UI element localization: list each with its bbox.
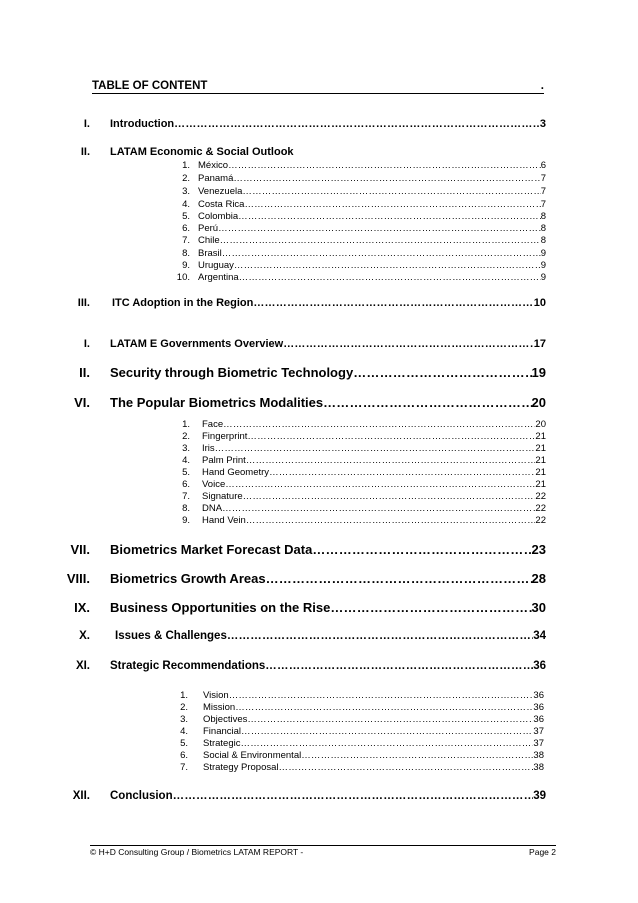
toc-subentry-page: 36	[533, 702, 544, 713]
toc-subentry-page: 8	[540, 235, 546, 246]
toc-subentry[interactable]	[175, 160, 546, 171]
toc-subentry-number: 2.	[182, 431, 190, 442]
toc-subentry-page: 21	[535, 431, 546, 442]
toc-subentry-number: 1.	[182, 419, 190, 430]
toc-entry-label: Biometrics Growth Areas	[110, 571, 266, 586]
toc-entry[interactable]	[110, 118, 546, 130]
toc-subentry-label: Strategic	[203, 738, 241, 749]
footer-page-number: Page 2	[529, 847, 556, 857]
toc-entry[interactable]	[110, 542, 546, 557]
toc-subentry-page: 38	[533, 762, 544, 773]
toc-leader-dots	[241, 726, 533, 737]
toc-entry-label: Introduction	[110, 118, 175, 130]
toc-title	[92, 80, 544, 94]
toc-section-number: VI.	[74, 395, 90, 410]
toc-entry-label: The Popular Biometrics Modalities	[110, 395, 324, 410]
toc-leader-dots	[238, 211, 541, 222]
toc-subentry-label: DNA	[202, 503, 223, 514]
toc-subentry-label: Hand Vein	[202, 515, 246, 526]
toc-subentry-label: Costa Rica	[198, 199, 245, 210]
toc-subentry[interactable]	[176, 762, 544, 773]
toc-subentry-label: Vision	[203, 690, 229, 701]
toc-subentry-page: 8	[540, 223, 546, 234]
toc-subentry-page: 8	[540, 211, 546, 222]
toc-subentry-label: Iris	[202, 443, 215, 454]
footer-copyright: © H+D Consulting Group / Biometrics LATAM REPORT -	[90, 847, 304, 857]
toc-entry-page: 19	[531, 365, 546, 380]
toc-leader-dots	[279, 762, 534, 773]
toc-leader-dots	[173, 790, 534, 802]
toc-leader-dots	[215, 443, 536, 454]
toc-subentry-page: 22	[535, 503, 546, 514]
toc-leader-dots	[283, 338, 534, 350]
toc-subentry-label: Colombia	[198, 211, 239, 222]
toc-leader-dots	[247, 714, 533, 725]
toc-leader-dots	[301, 750, 533, 761]
toc-leader-dots	[353, 365, 531, 380]
toc-entry-page: 34	[533, 630, 546, 642]
toc-section-number: I.	[83, 118, 90, 130]
toc-subentry-page: 6	[540, 160, 546, 171]
toc-leader-dots	[222, 248, 541, 259]
toc-section-number: VIII.	[66, 571, 90, 586]
toc-subentry[interactable]	[175, 248, 546, 259]
toc-subentry-label: Uruguay	[198, 260, 234, 271]
toc-section-number: XI.	[75, 660, 90, 672]
toc-leader-dots	[227, 630, 533, 642]
toc-subentry-number: 7.	[182, 235, 190, 246]
toc-leader-dots	[265, 660, 533, 672]
toc-subentry-page: 9	[540, 248, 546, 259]
toc-leader-dots	[253, 297, 533, 309]
toc-subentry-page: 36	[533, 690, 544, 701]
toc-subentry-page: 22	[535, 515, 546, 526]
toc-leader-dots	[218, 223, 541, 234]
toc-leader-dots	[243, 491, 536, 502]
toc-title-text: TABLE OF CONTENT	[92, 80, 208, 92]
page-footer	[90, 845, 556, 857]
toc-subentry-number: 2.	[180, 702, 188, 713]
toc-entry-page: 28	[531, 571, 546, 586]
toc-subentry-number: 4.	[182, 199, 190, 210]
toc-subentry[interactable]	[178, 515, 546, 526]
toc-leader-dots	[235, 702, 533, 713]
toc-leader-dots	[244, 199, 540, 210]
toc-subentry-number: 3.	[182, 443, 190, 454]
toc-entry-label: Conclusion	[110, 790, 173, 802]
toc-subentry-label: Strategy Proposal	[203, 762, 279, 773]
toc-subentry-number: 5.	[180, 738, 188, 749]
toc-subentry-label: Venezuela	[198, 186, 243, 197]
toc-subentry-page: 36	[533, 714, 544, 725]
toc-subentry-number: 7.	[182, 491, 190, 502]
toc-entry-page: 10	[533, 297, 546, 309]
toc-entry[interactable]	[115, 630, 546, 642]
toc-subentry-page: 21	[535, 479, 546, 490]
toc-entry[interactable]	[110, 146, 294, 158]
toc-leader-dots	[330, 600, 531, 615]
toc-subentry-page: 9	[540, 260, 546, 271]
toc-section-number: II.	[80, 146, 90, 158]
toc-leader-dots	[247, 431, 535, 442]
toc-subentry-page: 37	[533, 726, 544, 737]
toc-section-number: IX.	[74, 600, 90, 615]
toc-leader-dots	[234, 260, 541, 271]
toc-title-end: .	[540, 80, 544, 92]
toc-subentry[interactable]	[178, 503, 546, 514]
toc-subentry-number: 8.	[182, 503, 190, 514]
toc-subentry-number: 5.	[182, 211, 190, 222]
toc-section-number: I.	[83, 338, 90, 350]
toc-entry-label: Strategic Recommendations	[110, 660, 266, 672]
toc-leader-dots	[246, 455, 536, 466]
toc-entry[interactable]	[110, 660, 546, 672]
toc-subentry-label: Chile	[198, 235, 220, 246]
toc-entry-label: Biometrics Market Forecast Data	[110, 542, 313, 557]
toc-subentry[interactable]	[175, 272, 546, 283]
toc-subentry-label: Financial	[203, 726, 242, 737]
toc-subentry-page: 7	[540, 186, 546, 197]
toc-section-number: X.	[79, 630, 90, 642]
toc-subentry[interactable]	[178, 419, 546, 430]
toc-subentry-label: Argentina	[198, 272, 239, 283]
toc-subentry-label: Signature	[202, 491, 243, 502]
toc-subentry-number: 10.	[176, 272, 190, 283]
toc-subentry-number: 2.	[182, 173, 190, 184]
toc-subentry-label: Mission	[203, 702, 236, 713]
toc-subentry[interactable]	[176, 714, 544, 725]
toc-entry-label: LATAM Economic & Social Outlook	[110, 146, 294, 158]
toc-entry-label: Business Opportunities on the Rise	[110, 600, 331, 615]
toc-leader-dots	[242, 186, 540, 197]
toc-section-number: XII.	[72, 790, 90, 802]
toc-subentry-number: 7.	[180, 762, 188, 773]
toc-entry-page: 17	[533, 338, 546, 350]
toc-subentry[interactable]	[176, 690, 544, 701]
toc-subentry-page: 9	[540, 272, 546, 283]
toc-subentry-number: 3.	[180, 714, 188, 725]
toc-subentry[interactable]	[175, 173, 546, 184]
toc-subentry[interactable]	[175, 186, 546, 197]
toc-leader-dots	[220, 235, 541, 246]
toc-section-number: III.	[77, 297, 90, 309]
toc-entry-page: 30	[531, 600, 546, 615]
toc-subentry[interactable]	[175, 223, 546, 234]
toc-subentry[interactable]	[175, 235, 546, 246]
toc-subentry-label: Voice	[202, 479, 226, 490]
toc-subentry-label: Palm Print	[202, 455, 246, 466]
toc-subentry-page: 20	[535, 419, 546, 430]
toc-leader-dots	[223, 419, 535, 430]
toc-subentry-number: 8.	[182, 248, 190, 259]
toc-subentry-number: 6.	[182, 479, 190, 490]
toc-subentry-page: 22	[535, 491, 546, 502]
toc-subentry-page: 21	[535, 443, 546, 454]
toc-subentry-label: Face	[202, 419, 224, 430]
toc-subentry[interactable]	[176, 726, 544, 737]
toc-subentry[interactable]	[178, 479, 546, 490]
toc-subentry-number: 4.	[180, 726, 188, 737]
toc-section-number: II.	[79, 365, 90, 380]
toc-leader-dots	[225, 479, 535, 490]
toc-subentry[interactable]	[178, 491, 546, 502]
toc-entry[interactable]	[110, 790, 546, 802]
toc-subentry[interactable]	[178, 467, 546, 478]
toc-leader-dots	[174, 118, 540, 130]
toc-subentry-label: Perú	[198, 223, 219, 234]
toc-entry-label: Security through Biometric Technology	[110, 365, 354, 380]
toc-subentry-page: 21	[535, 455, 546, 466]
toc-subentry-page: 7	[540, 199, 546, 210]
toc-leader-dots	[228, 160, 541, 171]
toc-entry-label: Issues & Challenges	[115, 630, 227, 642]
toc-leader-dots	[241, 738, 534, 749]
toc-leader-dots	[229, 690, 534, 701]
toc-subentry-page: 38	[533, 750, 544, 761]
toc-subentry-page: 7	[540, 173, 546, 184]
toc-subentry-number: 1.	[182, 160, 190, 171]
toc-subentry[interactable]	[178, 443, 546, 454]
toc-subentry-page: 21	[535, 467, 546, 478]
toc-entry[interactable]	[110, 395, 546, 410]
toc-subentry-number: 6.	[180, 750, 188, 761]
toc-subentry-number: 3.	[182, 186, 190, 197]
toc-leader-dots	[222, 503, 535, 514]
toc-leader-dots	[246, 515, 536, 526]
toc-subentry-number: 9.	[182, 515, 190, 526]
toc-entry-page: 36	[533, 660, 546, 672]
toc-subentry[interactable]	[178, 431, 546, 442]
toc-entry[interactable]	[112, 297, 546, 309]
toc-subentry[interactable]	[178, 455, 546, 466]
toc-subentry[interactable]	[175, 211, 546, 222]
toc-entry-page: 3	[539, 118, 546, 130]
toc-subentry[interactable]	[176, 750, 544, 761]
toc-entry-page: 39	[533, 790, 546, 802]
toc-subentry-label: Objectives	[203, 714, 248, 725]
toc-subentry-label: México	[198, 160, 229, 171]
toc-subentry-label: Brasil	[198, 248, 222, 259]
toc-subentry-number: 5.	[182, 467, 190, 478]
toc-entry-label: LATAM E Governments Overview	[110, 338, 284, 350]
toc-section-number: VII.	[70, 542, 90, 557]
toc-subentry-number: 4.	[182, 455, 190, 466]
toc-entry[interactable]	[110, 600, 546, 615]
toc-subentry-label: Social & Environmental	[203, 750, 302, 761]
toc-subentry-label: Fingerprint	[202, 431, 248, 442]
toc-leader-dots	[312, 542, 531, 557]
toc-leader-dots	[266, 571, 532, 586]
toc-subentry-label: Panamá	[198, 173, 234, 184]
toc-subentry-number: 6.	[182, 223, 190, 234]
toc-subentry[interactable]	[176, 702, 544, 713]
toc-entry-page: 23	[531, 542, 546, 557]
toc-subentry[interactable]	[176, 738, 544, 749]
toc-leader-dots	[239, 272, 541, 283]
toc-leader-dots	[269, 467, 535, 478]
toc-entry[interactable]	[110, 365, 546, 380]
toc-leader-dots	[233, 173, 540, 184]
toc-entry-label: ITC Adoption in the Region	[112, 297, 254, 309]
toc-subentry-number: 1.	[180, 690, 188, 701]
toc-subentry-number: 9.	[182, 260, 190, 271]
toc-entry[interactable]	[110, 571, 546, 586]
toc-subentry-page: 37	[533, 738, 544, 749]
toc-entry-page: 20	[531, 395, 546, 410]
toc-entry[interactable]	[110, 338, 546, 350]
toc-subentry[interactable]	[175, 199, 546, 210]
toc-subentry[interactable]	[175, 260, 546, 271]
toc-leader-dots	[323, 395, 531, 410]
toc-subentry-label: Hand Geometry	[202, 467, 270, 478]
